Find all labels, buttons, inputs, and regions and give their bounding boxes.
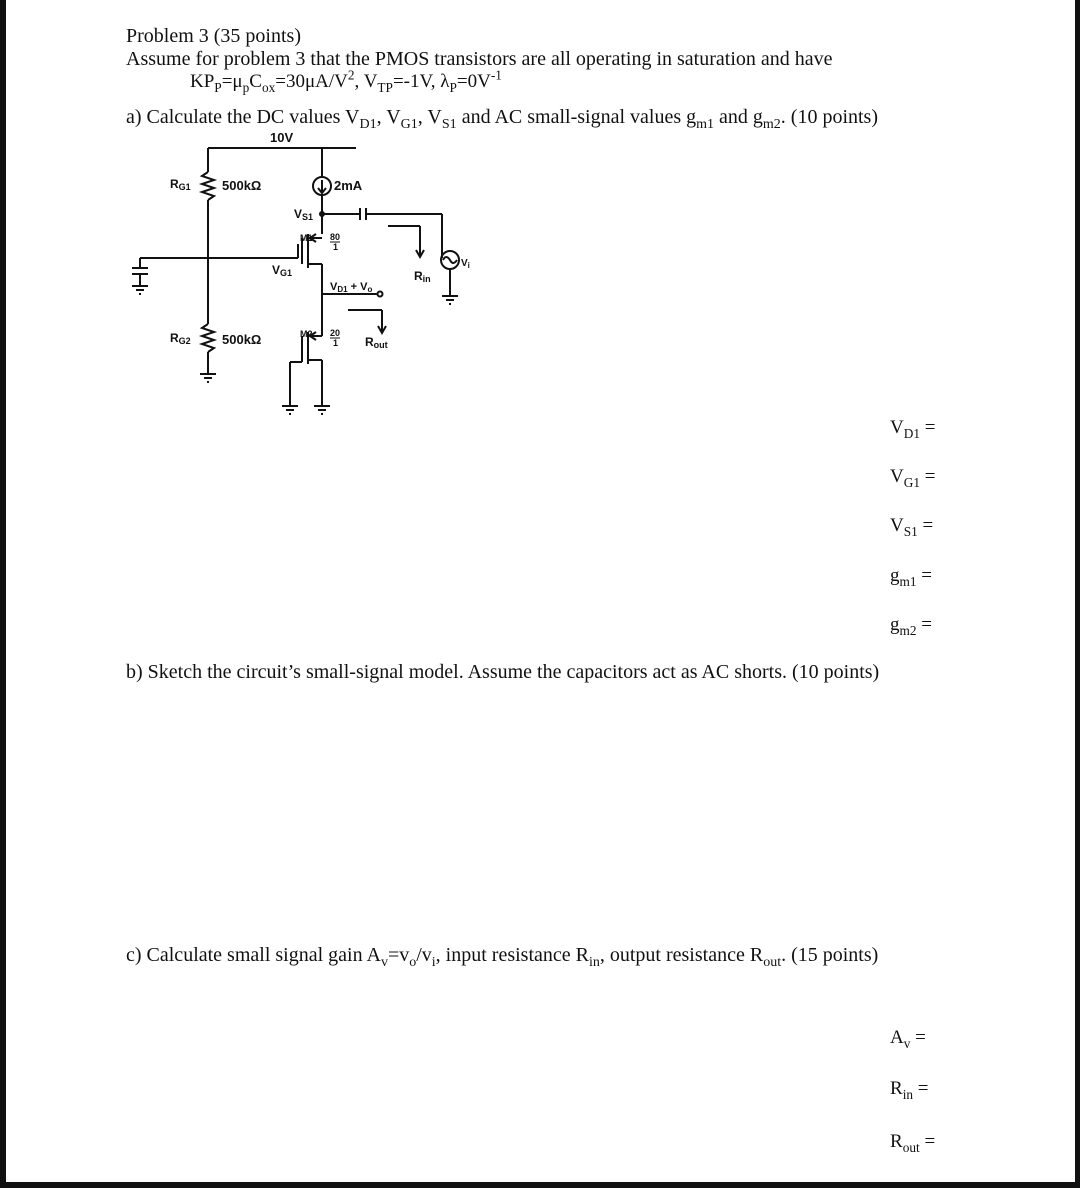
circuit-schematic [120, 126, 480, 426]
rg2-resistor [202, 324, 214, 352]
rout-label: Rout [365, 335, 388, 350]
rg1-value: 500kΩ [222, 178, 262, 193]
left-border [0, 0, 6, 1188]
answer-gm1: $g_{m1}$ = [890, 565, 932, 589]
rg1-resistor [202, 172, 214, 200]
answer-vg1: $V_{G1}$ = [890, 466, 936, 490]
right-border [1075, 0, 1080, 1188]
answer-rout: $R_{out}$ = [890, 1131, 936, 1155]
vs1-label: VS1 [294, 207, 314, 222]
current-value: 2mA [334, 178, 363, 193]
m2-length: 1 [333, 338, 339, 348]
problem-title: Problem 3 (35 points) [126, 25, 301, 47]
vg1-label: VG1 [272, 263, 293, 278]
rg2-name: RG2 [170, 331, 191, 346]
part-a-question: a) Calculate the DC values $V_{D1}$, $V_{G1}$, $V_{S1}$ and AC small-signal values $g_{m1}$ and $g_{m2}$. (10 points) [126, 106, 878, 132]
rin-label: Rin [414, 269, 431, 284]
supply-label: 10V [270, 130, 294, 145]
answer-vd1: $V_{D1}$ = [890, 417, 936, 441]
m2-label: M2 [300, 329, 313, 339]
answer-vs1: $V_{S1}$ = [890, 515, 934, 539]
device-parameters: $KP_P=\mu_pC_{ox}=30\mu A/V^2$, $V_{TP}=-1V$, $\lambda_P=0V^{-1}$ [190, 67, 502, 95]
answer-rin: $R_{in}$ = [890, 1078, 929, 1102]
m1-length: 1 [333, 242, 339, 252]
rg1-name: RG1 [170, 177, 191, 192]
answer-gm2: $g_{m2}$ = [890, 614, 932, 638]
vi-label: $V_i$ [461, 258, 470, 270]
m1-label: M1 [300, 233, 313, 243]
problem-assumption: Assume for problem 3 that the PMOS transistors are all operating in saturation and have [126, 48, 833, 70]
part-c-question: c) Calculate small signal gain $A_v=v_o/v_i$, input resistance $R_{in}$, output resistance $R_{out}$. (15 points) [126, 944, 879, 970]
bottom-border [0, 1182, 1080, 1188]
vd1-vo-label: VD1 + Vo [330, 281, 373, 294]
m2-width: 20 [330, 328, 341, 338]
m1-width: 80 [330, 232, 341, 242]
part-b-question: b) Sketch the circuit’s small-signal model. Assume the capacitors act as AC shorts. (10 points) [126, 661, 880, 683]
answer-av: $A_v$ = [890, 1027, 926, 1051]
rg2-value: 500kΩ [222, 332, 262, 347]
